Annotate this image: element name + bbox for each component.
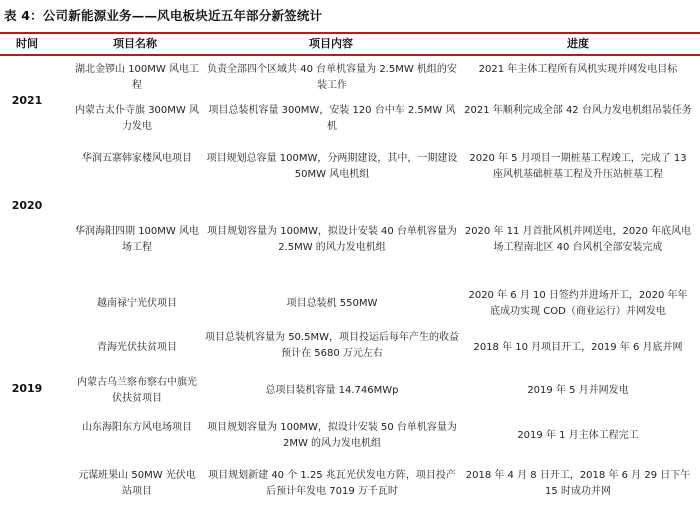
row-2-name: 华润五寨韩家楼风电项目 (82, 153, 192, 164)
row-6-content: 总项目装机容量 14.746MWp (265, 385, 399, 396)
row-7-name: 山东海阳东方风电场项目 (82, 422, 192, 433)
row-5-progress: 2018 年 10 月项目开工，2019 年 6 月底并网 (473, 342, 683, 353)
row-8-progress: 2018 年 4 月 8 日开工，2018 年 6 月 29 日下午 15 时成功并网 (465, 470, 691, 497)
header-bottom-rule (0, 54, 700, 56)
row-5-content: 项目总装机容量为 50.5MW，项目投运后每年产生的收益预计在 5680 万元左右 (205, 332, 459, 359)
row-2-content: 项目规划总容量 100MW，分两期建设，其中，一期建设 50MW 风电机组 (206, 153, 458, 180)
row-4-progress: 2020 年 6 月 10 日签约并进场开工，2020 年年底成功实现 COD（商业运行）并网发电 (468, 290, 688, 317)
row-3-content: 项目规划容量为 100MW，拟设计安装 40 台单机容量为 2.5MW 的风力发电机组 (207, 226, 457, 253)
row-2-progress: 2020 年 5 月项目一期桩基工程竣工，完成了 13 座风机基础桩基工程及升压站桩基工程 (469, 153, 687, 180)
row-8-name: 元谋班果山 50MW 光伏电站项目 (78, 470, 196, 497)
year-2021: 2021 (11, 94, 43, 107)
row-0-progress: 2021 年主体工程所有风机实现并网发电目标 (478, 64, 678, 75)
row-0-content: 负责全部四个区域共 40 台单机容量为 2.5MW 机组的安装工作 (207, 64, 457, 91)
row-0-name: 湖北金锣山 100MW 风电工程 (75, 64, 199, 91)
header-progress: 进度 (567, 37, 589, 50)
row-4-content: 项目总装机 550MW (286, 298, 378, 309)
row-6-name: 内蒙古乌兰察布察右中旗光伏扶贫项目 (77, 377, 197, 404)
header-project-name: 项目名称 (113, 37, 157, 50)
header-top-rule (0, 32, 700, 34)
row-4-name: 越南禄宁光伏项目 (97, 298, 177, 309)
row-3-progress: 2020 年 11 月首批风机并网送电，2020 年底风电场工程南北区 40 台风机全部安装完成 (464, 226, 692, 253)
header-time: 时间 (16, 37, 38, 50)
row-8-content: 项目规划新建 40 个 1.25 兆瓦光伏发电方阵，项目投产后预计年发电 7019 万千瓦时 (208, 470, 456, 497)
row-5-name: 青海光伏扶贫项目 (97, 342, 177, 353)
table-title: 表 4：公司新能源业务——风电板块近五年部分新签统计 (4, 8, 323, 23)
row-7-progress: 2019 年 1 月主体工程完工 (517, 430, 639, 441)
row-6-progress: 2019 年 5 月并网发电 (527, 385, 629, 396)
year-2020: 2020 (11, 199, 43, 212)
row-1-content: 项目总装机容量 300MW，安装 120 台中车 2.5MW 风机 (208, 105, 456, 132)
row-1-name: 内蒙古太仆寺旗 300MW 风力发电 (75, 105, 199, 132)
year-2019: 2019 (11, 382, 43, 395)
row-7-content: 项目规划容量为 100MW，拟设计安装 50 台单机容量为 2MW 的风力发电机组 (207, 422, 457, 449)
row-3-name: 华润海阳四期 100MW 风电场工程 (75, 226, 199, 253)
header-project-content: 项目内容 (309, 37, 353, 50)
row-1-progress: 2021 年顺利完成全部 42 台风力发电机组吊装任务 (464, 105, 692, 116)
